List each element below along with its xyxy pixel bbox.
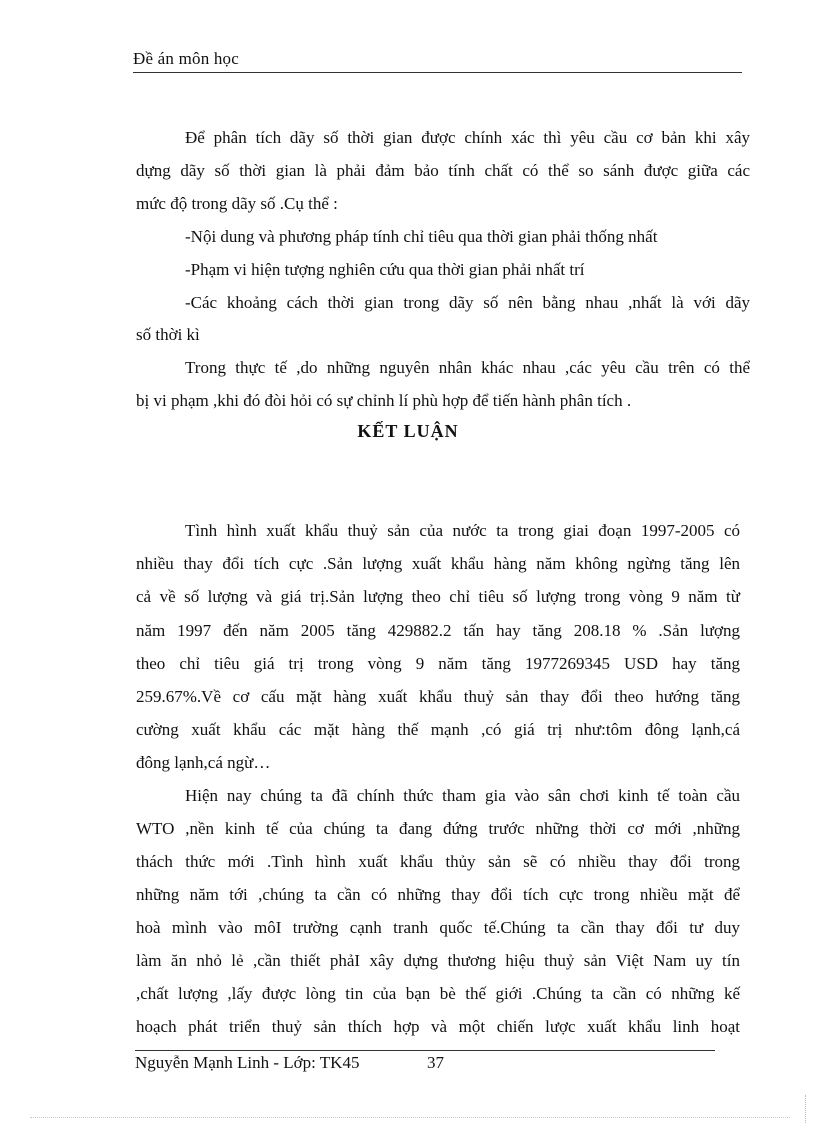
- page-bottom-marker: [30, 1117, 790, 1118]
- paragraph-line: những năm tới ,chúng ta cần có những thay đổi tích cực trong nhiều mặt để: [136, 885, 740, 904]
- paragraph-line: nhiều thay đổi tích cực .Sản lượng xuất khẩu hàng năm không ngừng tăng lên: [136, 554, 740, 573]
- paragraph-line: ,chất lượng ,lấy được lòng tin của bạn bè thế giới .Chúng ta cần có những kế: [136, 984, 740, 1003]
- page-edge-marker: [805, 1095, 808, 1123]
- paragraph-line: năm 1997 đến năm 2005 tăng 429882.2 tấn hay tăng 208.18 % .Sản lượng: [136, 621, 740, 640]
- paragraph-line: 259.67%.Về cơ cấu mặt hàng xuất khẩu thuỷ sản thay đổi theo hướng tăng: [136, 687, 740, 706]
- paragraph-line: WTO ,nền kinh tế của chúng ta đang đứng trước những thời cơ mới ,những: [136, 819, 740, 838]
- paragraph-line: bị vi phạm ,khi đó đòi hỏi có sự chỉnh lí phù hợp để tiến hành phân tích .: [136, 391, 632, 410]
- paragraph-line: Hiện nay chúng ta đã chính thức tham gia vào sân chơi kinh tế toàn cầu: [185, 786, 740, 805]
- paragraph-line: cường xuất khẩu các mặt hàng thế mạnh ,có giá trị như:tôm đông lạnh,cá: [136, 720, 740, 739]
- page-number: 37: [427, 1053, 444, 1072]
- page-header-title: Đề án môn học: [133, 49, 239, 68]
- paragraph-line: thách thức mới .Tình hình xuất khẩu thủy sản sẽ có nhiều thay đổi trong: [136, 852, 740, 871]
- list-item: -Phạm vi hiện tượng nghiên cứu qua thời gian phải nhất trí: [185, 260, 585, 279]
- section-heading: KẾT LUẬN: [357, 421, 459, 441]
- paragraph-line: đông lạnh,cá ngừ…: [136, 753, 271, 772]
- paragraph-line: mức độ trong dãy số .Cụ thể :: [136, 194, 338, 213]
- footer-divider: [135, 1050, 715, 1051]
- header-divider: [133, 72, 742, 73]
- paragraph-line: hoạch phát triển thuỷ sản thích hợp và một chiến lược xuất khẩu linh hoạt: [136, 1017, 740, 1036]
- paragraph-line: theo chỉ tiêu giá trị trong vòng 9 năm tăng 1977269345 USD hay tăng: [136, 654, 740, 673]
- paragraph-line: hoà mình vào môI trường cạnh tranh quốc tế.Chúng ta cần thay đổi tư duy: [136, 918, 740, 937]
- paragraph-line: Tình hình xuất khẩu thuỷ sản của nước ta trong giai đoạn 1997-2005 có: [185, 521, 740, 540]
- paragraph-line: dựng dãy số thời gian là phải đảm bảo tính chất có thể so sánh được giữa các: [136, 161, 750, 180]
- paragraph-line: Để phân tích dãy số thời gian được chính xác thì yêu cầu cơ bản khi xây: [185, 128, 750, 147]
- footer-author: Nguyễn Mạnh Linh - Lớp: TK45: [135, 1053, 360, 1072]
- list-item: -Các khoảng cách thời gian trong dãy số nên bằng nhau ,nhất là với dãy: [185, 293, 750, 312]
- paragraph-line: làm ăn nhỏ lẻ ,cần thiết phảI xây dựng thương hiệu thuỷ sản Việt Nam uy tín: [136, 951, 740, 970]
- paragraph-line: Trong thực tế ,do những nguyên nhân khác nhau ,các yêu cầu trên có thể: [185, 358, 750, 377]
- paragraph-line: cả về số lượng và giá trị.Sản lượng theo chỉ tiêu số lượng trong vòng 9 năm từ: [136, 587, 740, 606]
- list-item: -Nội dung và phương pháp tính chỉ tiêu qua thời gian phải thống nhất: [185, 227, 658, 246]
- paragraph-line: số thời kì: [136, 325, 200, 344]
